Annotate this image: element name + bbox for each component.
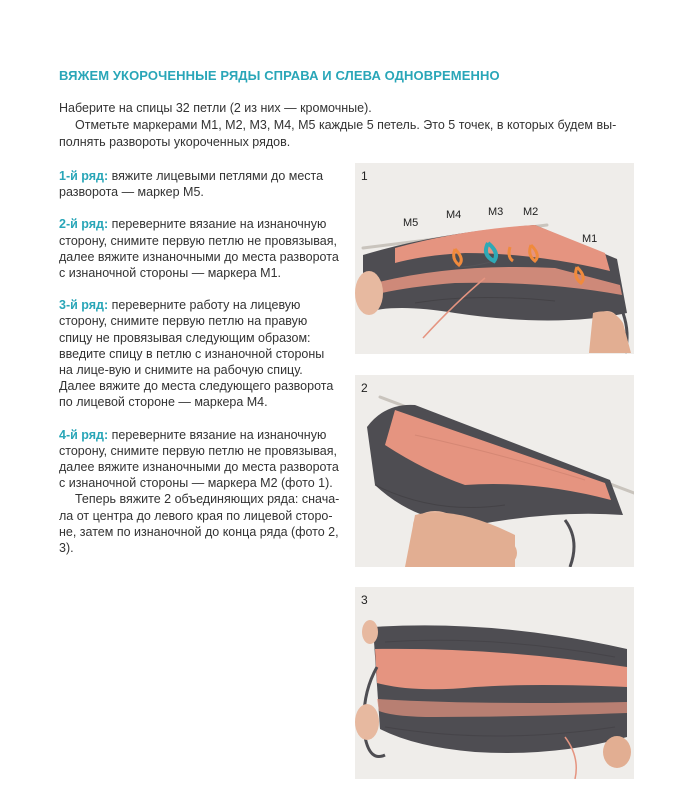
step-label: 4-й ряд: [59, 427, 109, 442]
photo-1 [355, 163, 634, 354]
step-row-3 [59, 297, 341, 410]
knitting-photo-3-illustration [355, 587, 634, 779]
step-label: 2-й ряд: [59, 217, 109, 232]
step-text: переверните работу на лицевую сторону, снимите первую петлю на правую спицу не провязывая следующим образом: введите спицу в петлю с изнаночной стороны на лице-вую и снимите на рабочую спицу. Далее вяжите до места следующего разворота по лицевой стороне — маркера М4. [59, 298, 334, 410]
intro-line: Наберите на спицы 32 петли (2 из них — кромочные). [59, 101, 372, 115]
closing-text: Теперь вяжите 2 объединяющих ряда: снача-ла от центра до левого края по лицевой сторо-не, затем по изнаночной до конца ряда (фото 2, 3). [59, 492, 340, 556]
knitting-photo-1-illustration [355, 163, 634, 354]
marker-label-m3: М3 [488, 206, 504, 218]
intro-text [59, 100, 639, 151]
marker-label-m5: М5 [403, 217, 419, 229]
page-title: ВЯЖЕМ УКОРОЧЕННЫЕ РЯДЫ СПРАВА И СЛЕВА ОДНОВРЕМЕННО [59, 68, 500, 83]
knitting-photo-2-illustration [355, 375, 634, 567]
instruction-steps [59, 168, 341, 556]
step-row-1 [59, 168, 341, 200]
intro-line: полнять развороты укороченных рядов. [59, 135, 291, 149]
marker-label-m1: М1 [582, 233, 598, 245]
photo-number: 1 [361, 169, 368, 183]
step-label: 1-й ряд: [59, 169, 109, 183]
photo-3 [355, 587, 634, 779]
photo-number: 2 [361, 381, 368, 395]
step-label: 3-й ряд: [59, 298, 109, 313]
marker-label-m2: М2 [523, 206, 539, 218]
photo-number: 3 [361, 593, 368, 607]
step-row-2 [59, 216, 341, 281]
step-text: вяжите лицевыми петлями до места разворота — маркер М5. [59, 169, 324, 200]
step-text: переверните вязание на изнаночную сторону, снимите первую петлю не провязывая, далее вяжите изнаночными до места разворота с изнаночной стороны — маркера М1. [59, 217, 339, 281]
step-text: переверните вязание на изнаночную сторону, снимите первую петлю не провязывая, далее вяжите изнаночными до места разворота с изнаночной стороны — маркера М2 (фото 1). [59, 427, 339, 491]
photo-2 [355, 375, 634, 567]
intro-line: Отметьте маркерами М1, М2, М3, М4, М5 каждые 5 петель. Это 5 точек, в которых будем вы- [75, 118, 617, 132]
step-row-4 [59, 427, 341, 492]
marker-label-m4: М4 [446, 209, 462, 221]
